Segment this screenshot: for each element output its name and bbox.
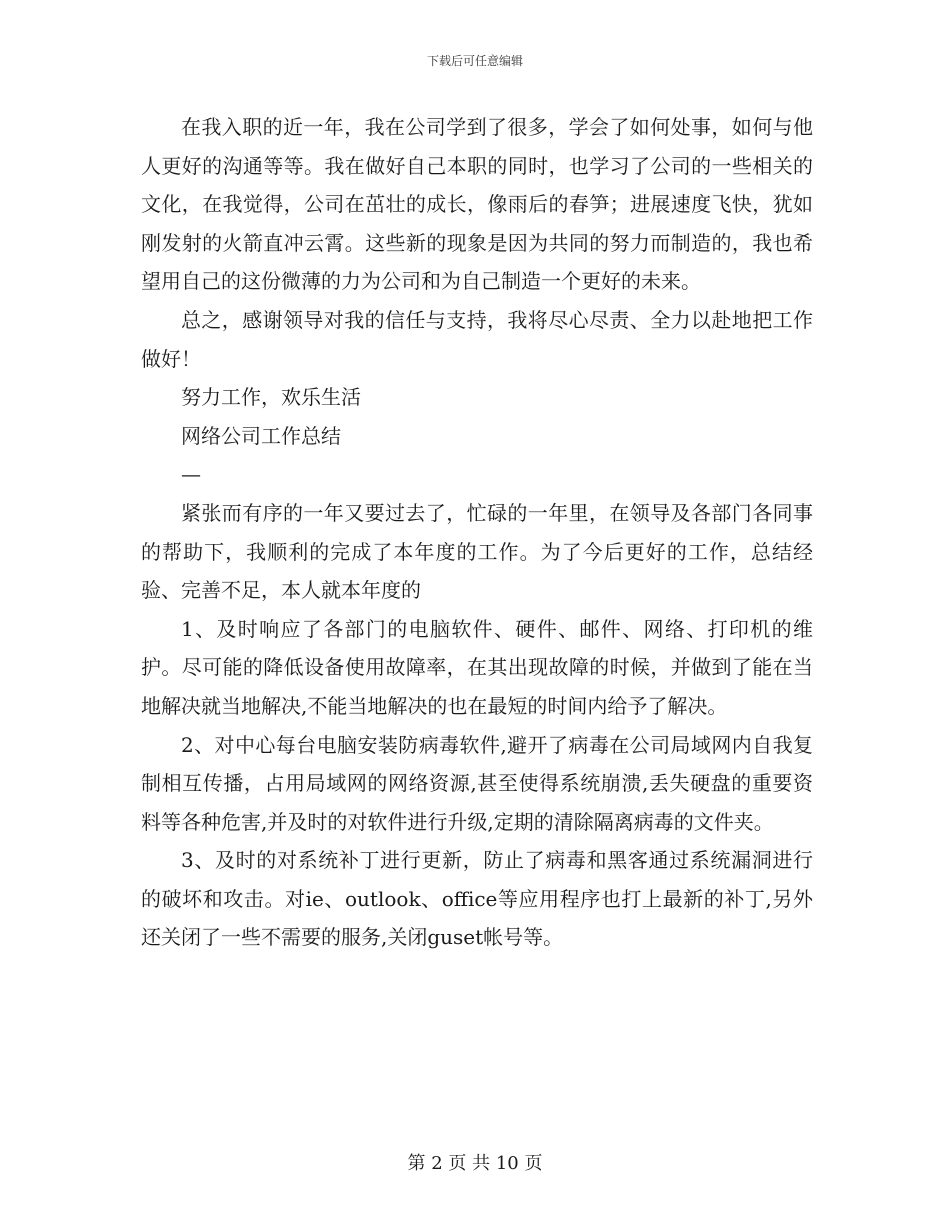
paragraph-motto: 努力工作，欢乐生活 xyxy=(181,385,361,410)
paragraph-work-reflection: 在我入职的近一年，我在公司学到了很多，学会了如何处事，如何与他人更好的沟通等等。我在做好自己本职的同时，也学习了公司的一些相关的文化，在我觉得，公司在茁壮的成长，像雨后的春笋；进展速度飞快，犹如刚发射的火箭直冲云霄。这些新的现象是因为共同的努力而制造的，我也希望用自己的这份微薄的力为公司和为自己制造一个更好的未来。 xyxy=(141,115,813,294)
section-title: 网络公司工作总结 xyxy=(181,423,341,448)
paragraph-item-3: 3、及时的对系统补丁进行更新，防止了病毒和黑客通过系统漏洞进行的破坏和攻击。对ie、outlook、office等应用程序也打上最新的补丁,另外还关闭了一些不需要的服务,关闭guset帐号等。 xyxy=(141,848,813,950)
paragraph-intro: 紧张而有序的一年又要过去了，忙碌的一年里，在领导及各部门各同事的帮助下，我顺利的完成了本年度的工作。为了今后更好的工作，总结经验、完善不足，本人就本年度的 xyxy=(141,500,813,603)
page-footer: 第 2 页 共 10 页 xyxy=(407,1153,543,1174)
page-header: 下载后可任意编辑 xyxy=(426,54,523,68)
paragraph-item-1: 1、及时响应了各部门的电脑软件、硬件、邮件、网络、打印机的维护。尽可能的降低设备使用故障率，在其出现故障的时候，并做到了能在当地解决就当地解决,不能当地解决的也在最短的时间内给予了解决。 xyxy=(141,616,813,718)
paragraph-thanks: 总之，感谢领导对我的信任与支持，我将尽心尽责、全力以赴地把工作做好！ xyxy=(141,307,813,371)
document-body xyxy=(141,108,813,957)
section-dash: — xyxy=(181,462,201,487)
paragraph-item-2: 2、对中心每台电脑安装防病毒软件,避开了病毒在公司局域网内自我复制相互传播，占用局域网的网络资源,甚至使得系统崩溃,丢失硬盘的重要资料等各种危害,并及时的对软件进行升级,定期的清除隔离病毒的文件夹。 xyxy=(141,732,813,834)
